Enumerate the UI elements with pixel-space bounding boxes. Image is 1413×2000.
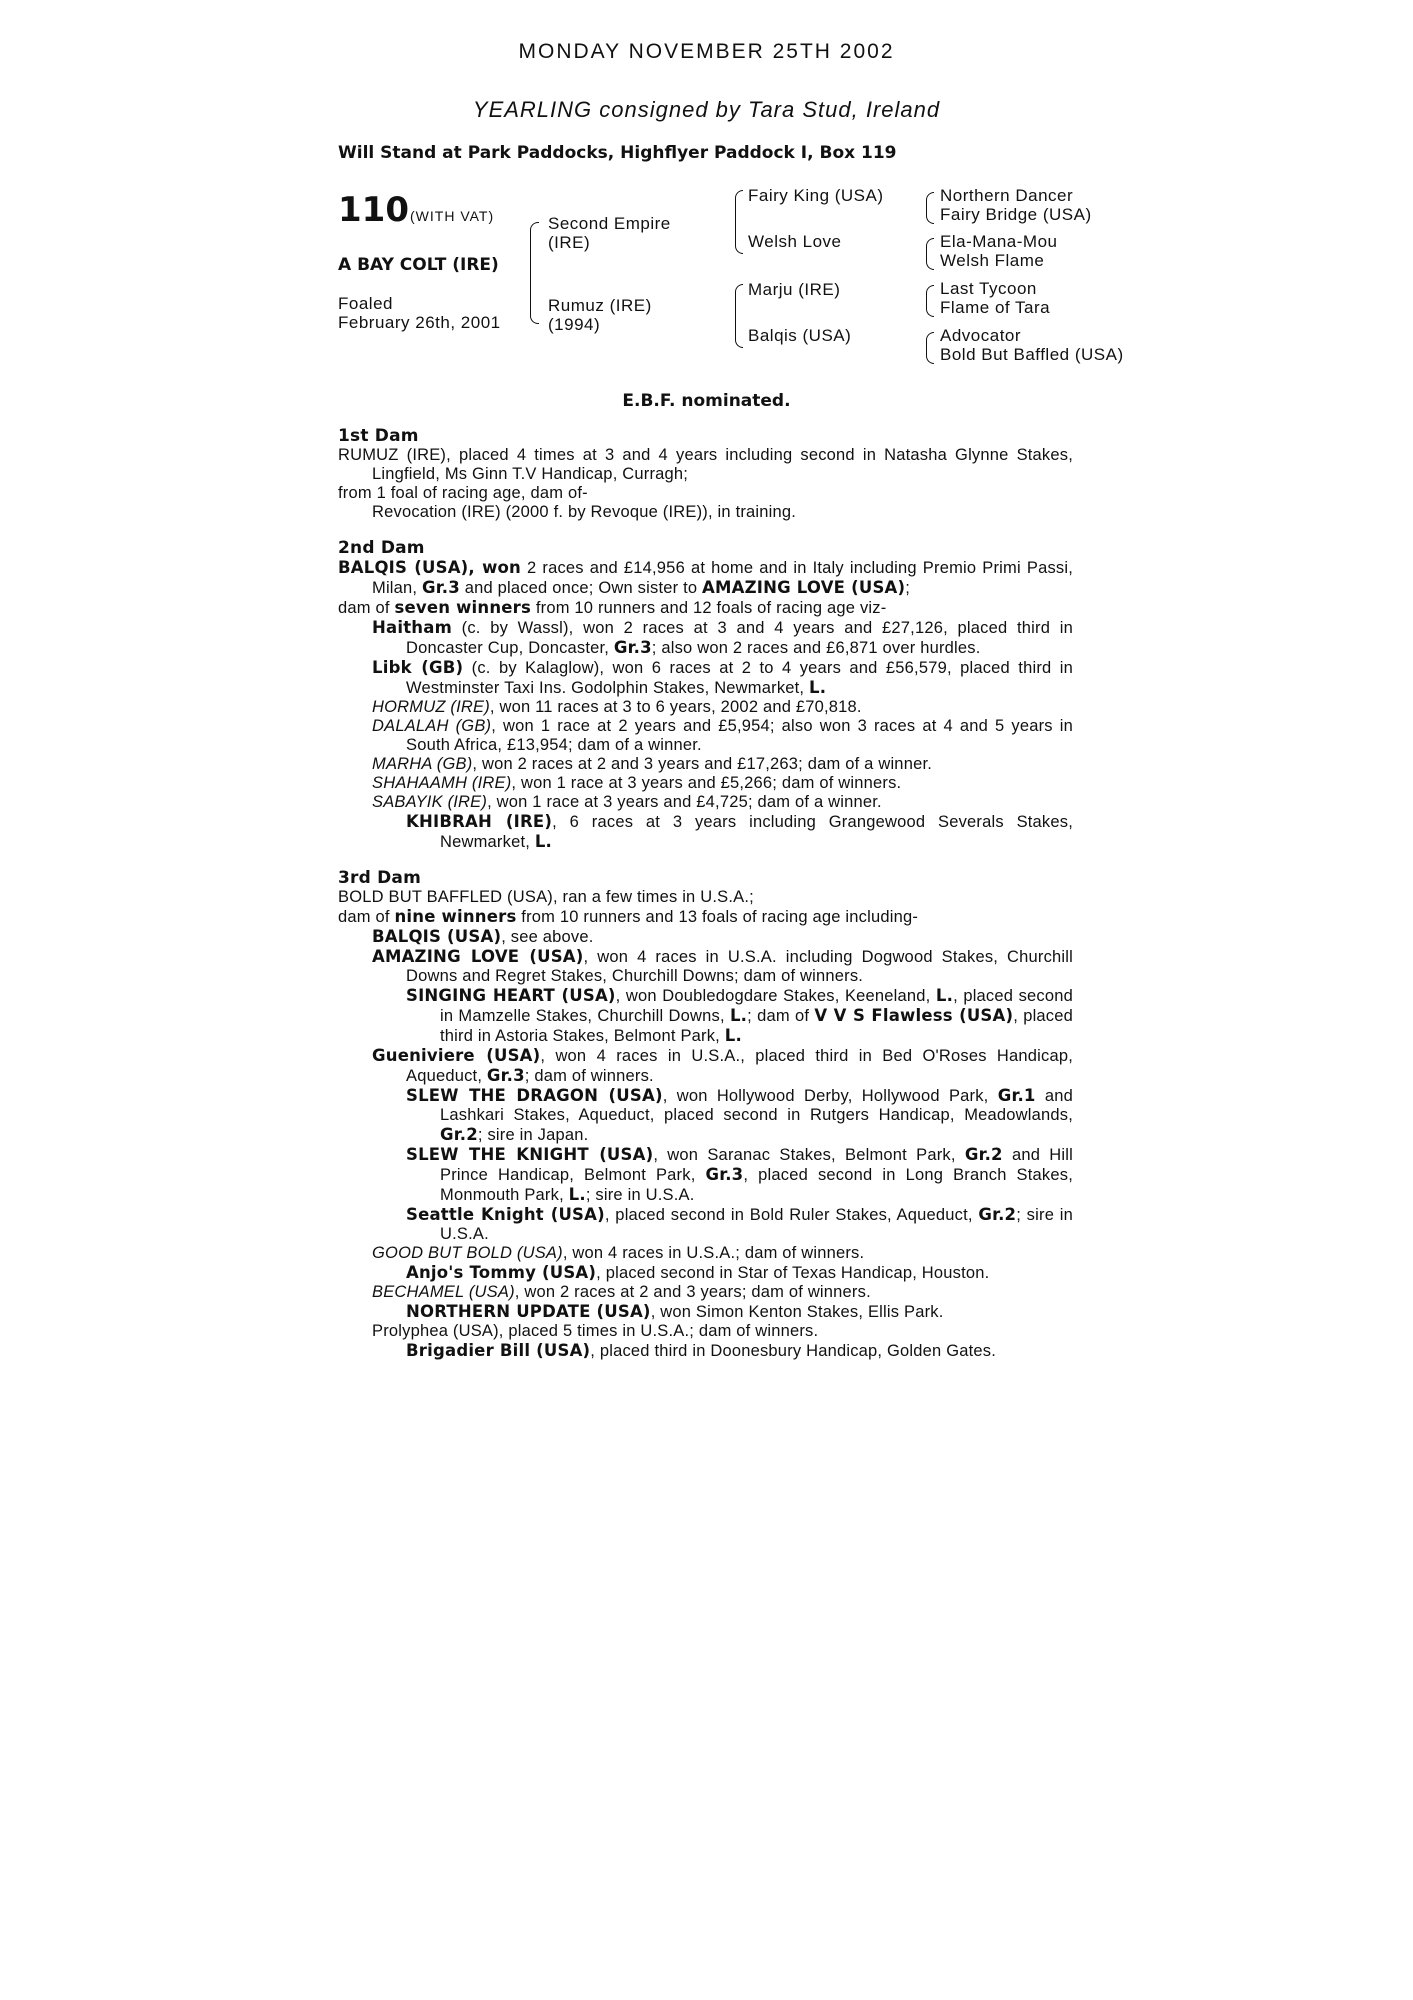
pedigree-sire: Second Empire (IRE) [548, 214, 671, 252]
produce-slew-the-dragon: SLEW THE DRAGON (USA), won Hollywood Derby, Hollywood Park, Gr.1 and Lashkari Stakes, Aqueduct, placed second in Rutgers Handicap, Meadowlands, Gr.2; sire in Japan. [406, 1086, 1073, 1144]
pedigree-brace-ds [926, 285, 934, 317]
produce-khibrah: KHIBRAH (IRE), 6 races at 3 years including Grangewood Severals Stakes, Newmarket, L. [406, 812, 1073, 851]
produce-libk: Libk (GB) (c. by Kalaglow), won 6 races at 2 to 4 years and £56,579, placed third in Westminster Taxi Ins. Godolphin Stakes, Newmarket, L. [372, 658, 1073, 697]
pedigree-brace-sd [926, 238, 934, 270]
pedigree-brace-main [530, 222, 539, 324]
produce-seattle-knight: Seattle Knight (USA), placed second in Bold Ruler Stakes, Aqueduct, Gr.2; sire in U.S.A. [406, 1205, 1073, 1243]
first-dam-produce-intro: from 1 foal of racing age, dam of- [338, 484, 588, 502]
vat-note: (WITH VAT) [410, 208, 495, 224]
first-dam-record: RUMUZ (IRE), placed 4 times at 3 and 4 years including second in Natasha Glynne Stakes, Lingfield, Ms Ginn T.V Handicap, Curragh; [338, 446, 1073, 483]
pedigree-ds: Last Tycoon Flame of Tara [940, 279, 1051, 317]
produce-singing-heart: SINGING HEART (USA), won Doubledogdare Stakes, Keeneland, L., placed second in Mamzelle Stakes, Churchill Downs, L.; dam of V V S Flawless (USA), placed third in Astoria Stakes, Belmont Park, L. [406, 986, 1074, 1045]
pedigree-brace-dam [735, 284, 743, 348]
pedigree-dd: Advocator Bold But Baffled (USA) [940, 326, 1124, 364]
produce-dalalah: DALALAH (GB), won 1 race at 2 years and £5,954; also won 3 races at 4 and 5 years in South Africa, £13,954; dam of a winner. [372, 717, 1073, 754]
produce-prolyphea: Prolyphea (USA), placed 5 times in U.S.A.; dam of winners. [372, 1322, 819, 1340]
produce-sabayik: SABAYIK (IRE), won 1 race at 3 years and £4,725; dam of a winner. [372, 793, 882, 811]
pedigree-brace-ss [926, 192, 934, 224]
pedigree-dam: Rumuz (IRE) (1994) [548, 296, 652, 334]
second-dam-heading: 2nd Dam [338, 538, 425, 558]
stand-location: Will Stand at Park Paddocks, Highflyer Paddock I, Box 119 [338, 143, 897, 163]
foaled-info [338, 294, 501, 332]
third-dam-record: BOLD BUT BAFFLED (USA), ran a few times in U.S.A.; [338, 888, 754, 906]
produce-marha: MARHA (GB), won 2 races at 2 and 3 years and £17,263; dam of a winner. [372, 755, 933, 773]
foaled-date: February 26th, 2001 [338, 313, 501, 332]
produce-balqis: BALQIS (USA), see above. [372, 927, 594, 946]
pedigree-sd: Ela-Mana-Mou Welsh Flame [940, 232, 1058, 270]
produce-northern-update: NORTHERN UPDATE (USA), won Simon Kenton Stakes, Ellis Park. [406, 1302, 944, 1321]
third-dam-heading: 3rd Dam [338, 868, 421, 888]
first-dam-produce-1: Revocation (IRE) (2000 f. by Revoque (IRE)), in training. [372, 503, 797, 521]
produce-slew-the-knight: SLEW THE KNIGHT (USA), won Saranac Stakes, Belmont Park, Gr.2 and Hill Prince Handicap, Belmont Park, Gr.3, placed second in Long Branch Stakes, Monmouth Park, L.; sire in U.S.A. [406, 1145, 1073, 1204]
produce-haitham: Haitham (c. by Wassl), won 2 races at 3 and 4 years and £27,126, placed third in Doncaster Cup, Doncaster, Gr.3; also won 2 races and £6,871 over hurdles. [372, 618, 1073, 657]
first-dam-heading: 1st Dam [338, 426, 419, 446]
lot-number: 110 [338, 190, 409, 230]
third-dam-produce-intro: dam of nine winners from 10 runners and 13 foals of racing age including- [338, 907, 919, 926]
horse-description: A BAY COLT (IRE) [338, 255, 499, 275]
pedigree-dam-sire: Marju (IRE) [748, 280, 841, 299]
pedigree-dam-dam: Balqis (USA) [748, 326, 852, 345]
produce-brigadier-bill: Brigadier Bill (USA), placed third in Doonesbury Handicap, Golden Gates. [406, 1341, 996, 1360]
produce-anjos-tommy: Anjo's Tommy (USA), placed second in Star of Texas Handicap, Houston. [406, 1263, 990, 1282]
pedigree-sire-dam: Welsh Love [748, 232, 842, 251]
produce-hormuz: HORMUZ (IRE), won 11 races at 3 to 6 years, 2002 and £70,818. [372, 698, 862, 716]
foaled-label: Foaled [338, 294, 393, 313]
produce-amazing-love: AMAZING LOVE (USA), won 4 races in U.S.A. including Dogwood Stakes, Churchill Downs and Regret Stakes, Churchill Downs; dam of winners. [372, 947, 1074, 985]
sale-date: MONDAY NOVEMBER 25TH 2002 [518, 40, 895, 63]
pedigree-brace-dd [926, 332, 934, 364]
produce-bechamel: BECHAMEL (USA), won 2 races at 2 and 3 years; dam of winners. [372, 1283, 871, 1301]
pedigree-ss: Northern Dancer Fairy Bridge (USA) [940, 186, 1092, 224]
produce-gueniviere: Gueniviere (USA), won 4 races in U.S.A., placed third in Bed O'Roses Handicap, Aqueduct, Gr.3; dam of winners. [372, 1046, 1074, 1085]
pedigree-sire-sire: Fairy King (USA) [748, 186, 884, 205]
second-dam-produce-intro: dam of seven winners from 10 runners and 12 foals of racing age viz- [338, 598, 887, 617]
produce-shahaamh: SHAHAAMH (IRE), won 1 race at 3 years and £5,266; dam of winners. [372, 774, 902, 792]
produce-good-but-bold: GOOD BUT BOLD (USA), won 4 races in U.S.A.; dam of winners. [372, 1244, 865, 1262]
pedigree-brace-sire [735, 190, 743, 254]
second-dam-record: BALQIS (USA), won 2 races and £14,956 at home and in Italy including Premio Primi Passi, Milan, Gr.3 and placed once; Own sister to AMAZING LOVE (USA); [338, 558, 1073, 597]
ebf-note: E.B.F. nominated. [622, 391, 791, 411]
catalogue-body [338, 427, 1073, 1361]
consignor-subtitle: YEARLING consigned by Tara Stud, Ireland [472, 97, 941, 122]
